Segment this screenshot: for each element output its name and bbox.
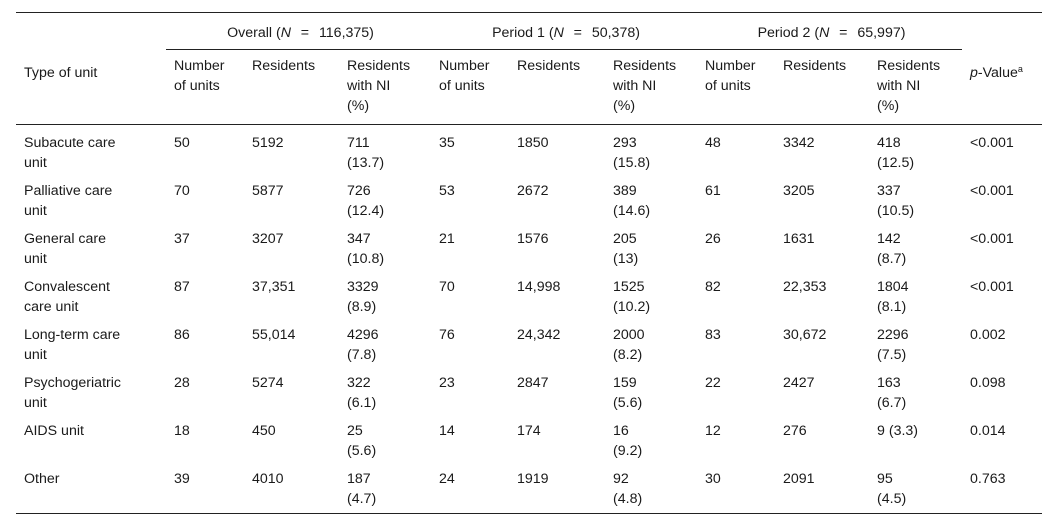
period1-units-cell: 24 [431, 465, 509, 514]
period2-units-cell: 12 [705, 423, 721, 439]
pvalue-cell: 0.763 [962, 465, 1042, 514]
period2-ni-cell: 95 (4.5) [869, 465, 962, 514]
table-row [16, 125, 1042, 178]
header-group-row [16, 13, 1042, 50]
overall-residents-cell: 5192 [252, 135, 284, 151]
overall-units-cell: 87 [174, 279, 190, 295]
period2-units-cell: 48 [705, 135, 721, 151]
period1-residents-header: Residents [509, 50, 605, 125]
table-row [16, 369, 1042, 417]
period1-ni-cell: 2000 (8.2) [613, 327, 645, 363]
period2-residents-cell: 276 [783, 423, 807, 439]
header-sub-row [16, 50, 1042, 125]
period1-ni-cell: 389 (14.6) [613, 183, 651, 219]
table-row [16, 273, 1042, 321]
period2-ni-cell: 2296 (7.5) [877, 327, 909, 363]
period1-ni-cell: 16 (9.2) [613, 423, 643, 459]
type-of-unit-cell: Long-term care unit [24, 327, 121, 363]
type-of-unit-cell: Palliative care unit [24, 183, 113, 219]
overall-ni-header: Residents with NI (%) [339, 50, 431, 125]
period1-units-cell: 53 [439, 183, 455, 199]
period1-units-cell: 76 [439, 327, 455, 343]
type-of-unit-cell: Convalescent care unit [24, 279, 110, 315]
period2-ni-header: Residents with NI (%) [869, 50, 962, 125]
overall-ni-cell: 3329 (8.9) [347, 279, 379, 315]
period1-units-cell: 21 [439, 231, 455, 247]
overall-residents-cell: 5877 [252, 183, 284, 199]
period2-units-cell: 26 [705, 231, 721, 247]
period2-ni-cell: 9 (3.3) [877, 423, 919, 439]
period2-ni-cell: 418 (12.5) [877, 135, 915, 171]
overall-ni-cell: 322 (6.1) [347, 375, 377, 411]
period2-residents-cell: 3342 [783, 135, 815, 151]
period2-residents-cell: 22,353 [783, 279, 827, 295]
overall-units-cell: 70 [174, 183, 190, 199]
overall-ni-cell: 25 (5.6) [347, 423, 377, 459]
overall-residents-cell: 450 [252, 423, 276, 439]
period1-units-header: Number of units [431, 50, 509, 125]
pvalue-cell: 0.098 [970, 375, 1006, 391]
period1-residents-cell: 2672 [517, 183, 549, 199]
period1-units-cell: 14 [439, 423, 455, 439]
period2-units-cell: 61 [705, 183, 721, 199]
overall-residents-cell: 4010 [244, 465, 339, 514]
period2-units-cell: 22 [705, 375, 721, 391]
overall-units-cell: 18 [174, 423, 190, 439]
overall-ni-cell: 711 (13.7) [347, 135, 385, 171]
period2-units-cell: 30 [697, 465, 775, 514]
period2-residents-cell: 3205 [783, 183, 815, 199]
period1-residents-cell: 1576 [517, 231, 549, 247]
overall-ni-cell: 4296 (7.8) [347, 327, 379, 363]
period2-units-cell: 82 [705, 279, 721, 295]
overall-units-cell: 39 [166, 465, 244, 514]
pvalue-cell: 0.002 [970, 327, 1006, 343]
type-of-unit-cell: Other [16, 465, 166, 514]
overall-residents-cell: 55,014 [252, 327, 296, 343]
overall-residents-header: Residents [244, 50, 339, 125]
period1-ni-cell: 205 (13) [613, 231, 639, 267]
pvalue-header: p-Value$^a$ [962, 13, 1042, 125]
period2-residents-cell: 2427 [783, 375, 815, 391]
pvalue-cell: <0.001 [970, 135, 1014, 151]
overall-ni-cell: 347 (10.8) [347, 231, 385, 267]
period2-ni-cell: 142 (8.7) [877, 231, 907, 267]
period2-group-header: Period 2 (N = 65,997) [697, 13, 962, 50]
table-row [16, 225, 1042, 273]
overall-units-cell: 86 [174, 327, 190, 343]
table-row [16, 417, 1042, 465]
table-body [16, 125, 1042, 514]
overall-units-header: Number of units [166, 50, 244, 125]
period2-units-header: Number of units [697, 50, 775, 125]
type-of-unit-cell: AIDS unit [24, 423, 84, 439]
period1-ni-cell: 1525 (10.2) [613, 279, 651, 315]
type-of-unit-cell: Psychogeriatric unit [24, 375, 121, 411]
period2-ni-cell: 337 (10.5) [877, 183, 915, 219]
period1-units-cell: 35 [439, 135, 455, 151]
period2-residents-cell: 2091 [775, 465, 869, 514]
overall-ni-cell: 187 (4.7) [339, 465, 431, 514]
pvalue-cell: <0.001 [970, 231, 1014, 247]
type-of-unit-header: Type of unit [16, 13, 166, 125]
period1-units-cell: 70 [439, 279, 455, 295]
period2-residents-cell: 30,672 [783, 327, 827, 343]
overall-units-cell: 37 [174, 231, 190, 247]
period1-units-cell: 23 [439, 375, 455, 391]
period1-residents-cell: 1850 [517, 135, 549, 151]
overall-residents-cell: 37,351 [252, 279, 296, 295]
overall-units-cell: 50 [174, 135, 190, 151]
data-table [16, 12, 1042, 514]
period1-residents-cell: 2847 [517, 375, 549, 391]
overall-residents-cell: 3207 [252, 231, 284, 247]
pvalue-cell: 0.014 [970, 423, 1006, 439]
period1-group-header: Period 1 (N = 50,378) [431, 13, 697, 50]
table-row [16, 465, 1042, 514]
type-of-unit-cell: General care unit [24, 231, 107, 267]
period1-ni-cell: 92 (4.8) [605, 465, 697, 514]
period1-ni-cell: 159 (5.6) [613, 375, 643, 411]
type-of-unit-cell: Subacute care unit [24, 135, 116, 171]
table-row [16, 177, 1042, 225]
table-row [16, 321, 1042, 369]
pvalue-cell: <0.001 [970, 183, 1014, 199]
overall-residents-cell: 5274 [252, 375, 284, 391]
period2-ni-cell: 1804 (8.1) [877, 279, 909, 315]
period1-residents-cell: 174 [517, 423, 541, 439]
period2-residents-header: Residents [775, 50, 869, 125]
period1-residents-cell: 24,342 [517, 327, 561, 343]
period1-ni-header: Residents with NI (%) [605, 50, 697, 125]
period2-units-cell: 83 [705, 327, 721, 343]
period1-residents-cell: 14,998 [517, 279, 561, 295]
overall-units-cell: 28 [174, 375, 190, 391]
overall-group-header: Overall (N = 116,375) [166, 13, 431, 50]
table-container [16, 12, 1042, 514]
period2-ni-cell: 163 (6.7) [877, 375, 907, 411]
period2-residents-cell: 1631 [783, 231, 815, 247]
pvalue-cell: <0.001 [970, 279, 1014, 295]
period1-ni-cell: 293 (15.8) [613, 135, 651, 171]
overall-ni-cell: 726 (12.4) [347, 183, 385, 219]
period1-residents-cell: 1919 [509, 465, 605, 514]
